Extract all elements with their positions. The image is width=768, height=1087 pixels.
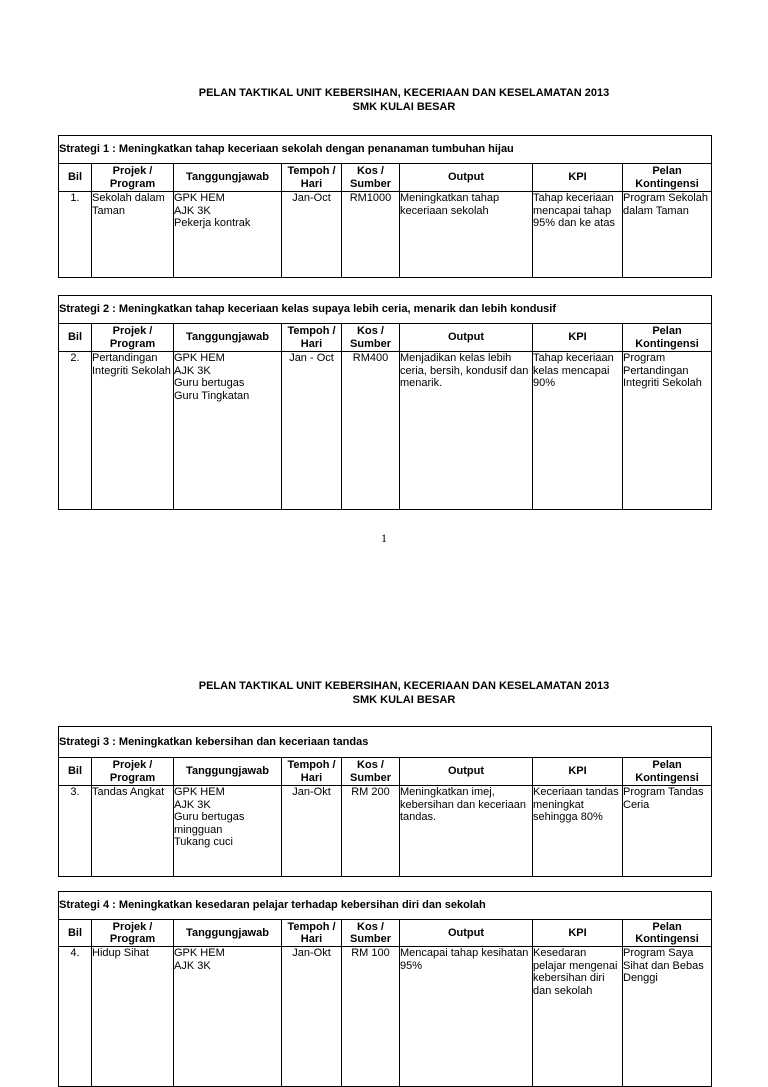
header-projek: Projek / Program [92, 324, 174, 352]
cell-output: Meningkatkan tahap keceriaan sekolah [400, 192, 533, 278]
header-tanggungjawab: Tanggungjawab [174, 920, 282, 947]
header-projek: Projek / Program [92, 164, 174, 192]
header-kos: Kos / Sumber [342, 920, 400, 947]
header-output: Output [400, 920, 533, 947]
tanggungjawab-line: GPK HEM [174, 192, 225, 204]
header-pelan: Pelan Kontingensi [623, 758, 712, 786]
tanggungjawab-line: mingguan [174, 823, 223, 836]
page1-title-line1: PELAN TAKTIKAL UNIT KEBERSIHAN, KECERIAAN DAN KESELAMATAN 2013 [198, 87, 610, 99]
strategy-table-1 [58, 135, 712, 278]
cell-projek: Hidup Sihat [92, 947, 174, 1087]
cell-bil: 4. [59, 947, 92, 1087]
header-kpi: KPI [533, 164, 623, 192]
tanggungjawab-line: Tukang cuci [174, 836, 233, 848]
cell-kpi: Tahap keceriaan kelas mencapai 90% [533, 352, 623, 510]
table-row [59, 352, 712, 510]
header-bil: Bil [59, 324, 92, 352]
header-output: Output [400, 164, 533, 192]
cell-pelan: Program Sekolah dalam Taman [623, 192, 712, 278]
tanggungjawab-line: Guru bertugas [174, 377, 245, 389]
cell-tempoh: Jan-Oct [282, 192, 342, 278]
header-kpi: KPI [533, 324, 623, 352]
page1-title [0, 86, 768, 114]
cell-tanggungjawab [174, 786, 282, 877]
tanggungjawab-line: AJK 3K [174, 364, 211, 377]
header-output: Output [400, 758, 533, 786]
page1-title-line2: SMK KULAI BESAR [352, 101, 456, 113]
header-pelan: Pelan Kontingensi [623, 920, 712, 947]
tanggungjawab-line: Pekerja kontrak [174, 217, 251, 229]
header-projek: Projek / Program [92, 758, 174, 786]
header-tanggungjawab: Tanggungjawab [174, 324, 282, 352]
tanggungjawab-line: AJK 3K [174, 959, 211, 972]
cell-pelan: Program Saya Sihat dan Bebas Denggi [623, 947, 712, 1087]
header-bil: Bil [59, 920, 92, 947]
cell-pelan: Program Pertandingan Integriti Sekolah [623, 352, 712, 510]
header-tempoh: Tempoh / Hari [282, 324, 342, 352]
header-tanggungjawab: Tanggungjawab [174, 164, 282, 192]
tanggungjawab-line: Guru Tingkatan [174, 389, 250, 402]
tanggungjawab-line: GPK HEM [174, 947, 225, 959]
cell-bil: 3. [59, 786, 92, 877]
cell-kos: RM 100 [342, 947, 400, 1087]
page2-title [0, 679, 768, 707]
cell-tempoh: Jan - Oct [282, 352, 342, 510]
tanggungjawab-line: Guru bertugas [174, 811, 245, 823]
cell-bil: 2. [59, 352, 92, 510]
page2-title-line1: PELAN TAKTIKAL UNIT KEBERSIHAN, KECERIAAN DAN KESELAMATAN 2013 [198, 680, 610, 692]
cell-output: Mencapai tahap kesihatan 95% [400, 947, 533, 1087]
table-row [59, 192, 712, 278]
table-row [59, 947, 712, 1087]
cell-kos: RM 200 [342, 786, 400, 877]
header-output: Output [400, 324, 533, 352]
page2-title-line2: SMK KULAI BESAR [352, 694, 456, 706]
cell-kpi: Kesedaran pelajar mengenai kebersihan diri dan sekolah [533, 947, 623, 1087]
cell-tempoh: Jan-Okt [282, 786, 342, 877]
header-tanggungjawab: Tanggungjawab [174, 758, 282, 786]
strategy-table-2 [58, 295, 712, 510]
header-tempoh: Tempoh / Hari [282, 920, 342, 947]
cell-output: Meningkatkan imej, kebersihan dan keceriaan tandas. [400, 786, 533, 877]
header-bil: Bil [59, 164, 92, 192]
strategy-table-4 [58, 891, 712, 1087]
header-tempoh: Tempoh / Hari [282, 164, 342, 192]
strategy-title: Strategi 4 : Meningkatkan kesedaran pelajar terhadap kebersihan diri dan sekolah [59, 892, 712, 920]
cell-projek: Sekolah dalam Taman [92, 192, 174, 278]
cell-tanggungjawab [174, 352, 282, 510]
strategy-title: Strategi 3 : Meningkatkan kebersihan dan keceriaan tandas [59, 727, 712, 758]
cell-tempoh: Jan-Okt [282, 947, 342, 1087]
cell-kos: RM1000 [342, 192, 400, 278]
header-kpi: KPI [533, 758, 623, 786]
cell-projek: Tandas Angkat [92, 786, 174, 877]
header-pelan: Pelan Kontingensi [623, 164, 712, 192]
cell-bil: 1. [59, 192, 92, 278]
cell-projek: Pertandingan Integriti Sekolah [92, 352, 174, 510]
tanggungjawab-line: AJK 3K [174, 204, 211, 217]
tanggungjawab-line: AJK 3K [174, 798, 211, 811]
table-row [59, 786, 712, 877]
header-kos: Kos / Sumber [342, 324, 400, 352]
cell-pelan: Program Tandas Ceria [623, 786, 712, 877]
header-projek: Projek / Program [92, 920, 174, 947]
tanggungjawab-line: GPK HEM [174, 352, 225, 364]
strategy-table-3 [58, 726, 712, 877]
header-pelan: Pelan Kontingensi [623, 324, 712, 352]
tanggungjawab-line: GPK HEM [174, 786, 225, 798]
strategy-title: Strategi 2 : Meningkatkan tahap keceriaan kelas supaya lebih ceria, menarik dan lebih kondusif [59, 296, 712, 324]
header-bil: Bil [59, 758, 92, 786]
strategy-title: Strategi 1 : Meningkatkan tahap keceriaan sekolah dengan penanaman tumbuhan hijau [59, 136, 712, 164]
cell-tanggungjawab [174, 947, 282, 1087]
cell-kpi: Keceriaan tandas meningkat sehingga 80% [533, 786, 623, 877]
header-tempoh: Tempoh / Hari [282, 758, 342, 786]
header-kos: Kos / Sumber [342, 164, 400, 192]
header-kos: Kos / Sumber [342, 758, 400, 786]
page-number: 1 [381, 531, 387, 545]
cell-kpi: Tahap keceriaan mencapai tahap 95% dan ke atas [533, 192, 623, 278]
cell-tanggungjawab [174, 192, 282, 278]
header-kpi: KPI [533, 920, 623, 947]
cell-output: Menjadikan kelas lebih ceria, bersih, kondusif dan menarik. [400, 352, 533, 510]
cell-kos: RM400 [342, 352, 400, 510]
